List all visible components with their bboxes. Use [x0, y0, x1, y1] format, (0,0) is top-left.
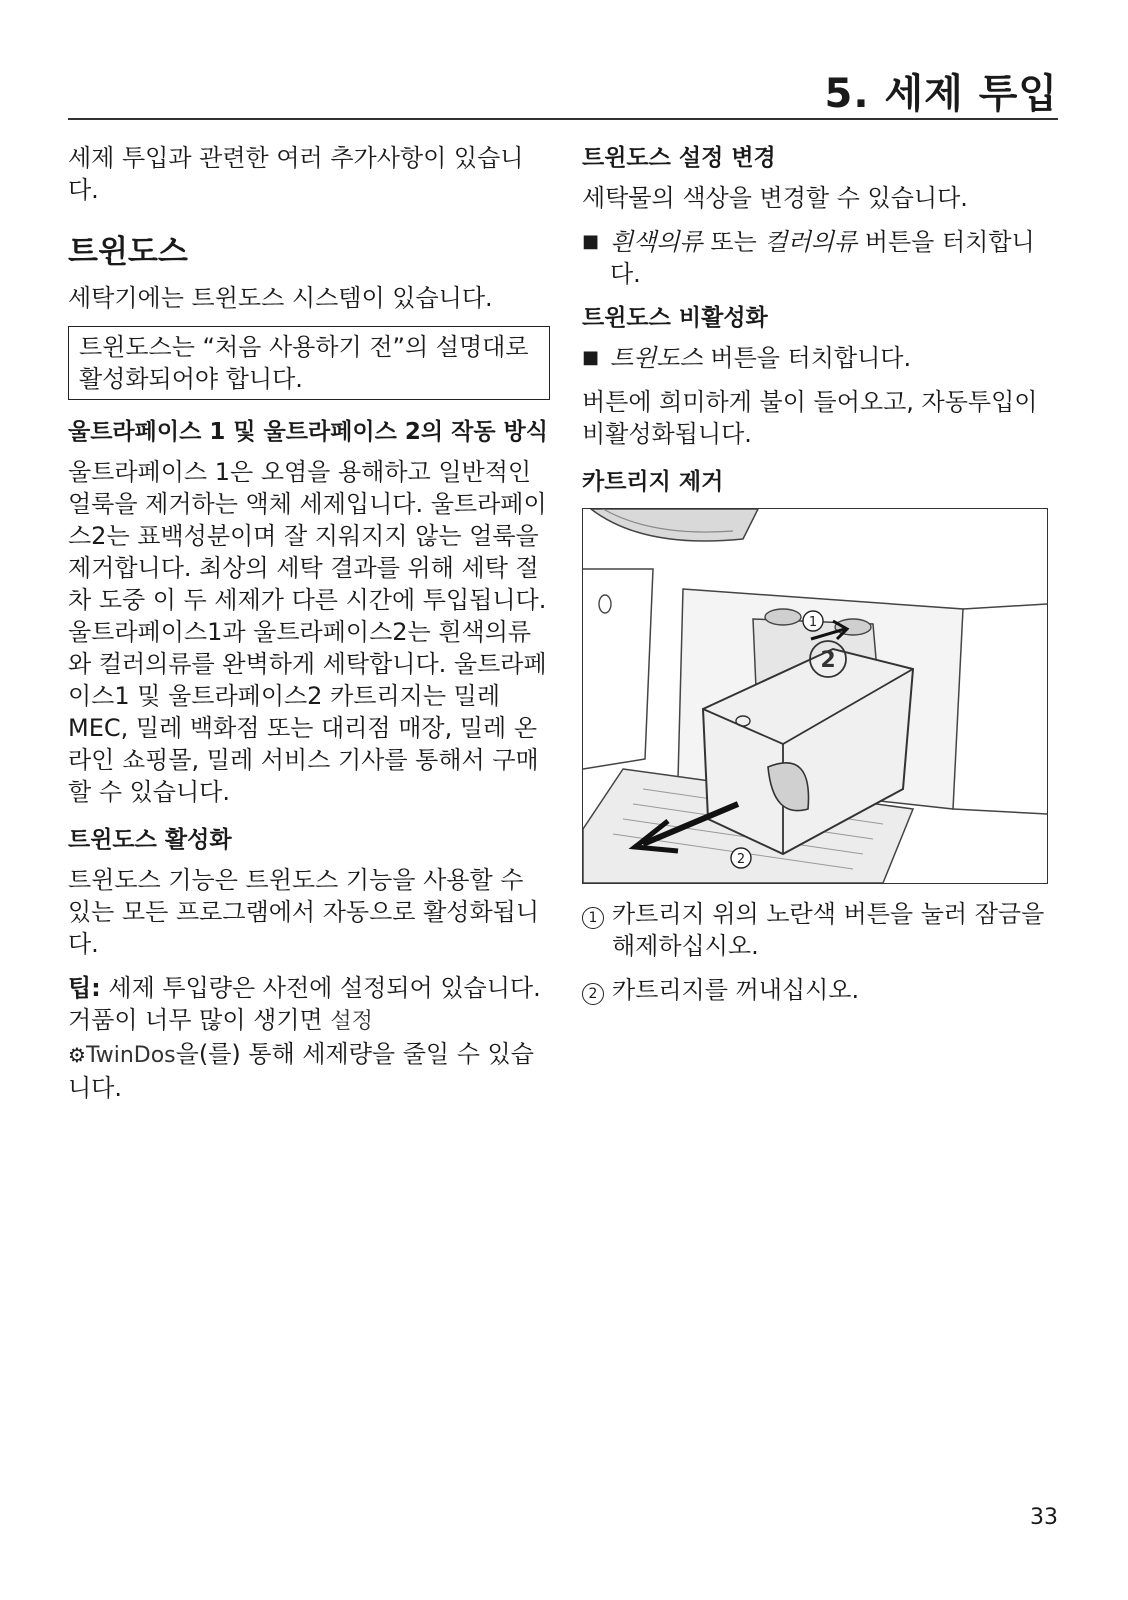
- deactivate-heading: 트윈도스 비활성화: [582, 305, 768, 331]
- deactivate-bullet-rest: 버튼을 터치합니다.: [702, 344, 912, 372]
- front-panel: [583, 569, 653, 769]
- note-text: 트윈도스는 “처음 사용하기 전”의 설명대로 활성화되어야 합니다.: [79, 333, 529, 393]
- remove-cartridge-heading: 카트리지 제거: [582, 469, 724, 495]
- note-box: [68, 326, 550, 400]
- cartridge-mark-text: 2: [820, 648, 836, 673]
- tip-paragraph: [68, 972, 550, 1104]
- menu-twindos-label: TwinDos: [85, 1043, 176, 1068]
- release-button: [765, 609, 801, 625]
- change-settings-heading: 트윈도스 설정 변경: [582, 145, 776, 171]
- release-button: [835, 619, 871, 635]
- step-text: 카트리지 위의 노란색 버튼을 눌러 잠금을 해제하십시오.: [612, 900, 1045, 960]
- step-text: 카트리지를 꺼내십시오.: [612, 976, 860, 1004]
- tip-text-a: 세제 투입량은 사전에 설정되어 있습니다. 거품이 너무 많이 생기면: [68, 974, 541, 1034]
- twindos-button-ref: 트윈도스: [610, 344, 703, 372]
- cartridge-illustration: [582, 508, 1048, 884]
- drum-edge: [591, 509, 758, 541]
- ultraphase-heading: 울트라페이스 1 및 울트라페이스 2의 작동 방식: [68, 419, 548, 445]
- page-title: 5. 세제 투입: [824, 71, 1058, 117]
- intro-paragraph: 세제 투입과 관련한 여러 추가사항이 있습니다.: [68, 144, 524, 204]
- deactivate-bullet-text: [610, 342, 1058, 374]
- tip-text-b: 을(를) 통해 세제량을 줄일 수 있습니다.: [68, 1040, 534, 1102]
- header-divider: [68, 118, 1058, 120]
- deactivate-bullet: [582, 342, 1058, 374]
- page-number: 33: [1030, 1505, 1058, 1530]
- change-settings-paragraph: 세탁물의 색상을 변경할 수 있습니다.: [582, 184, 968, 212]
- callout-1-label: 1: [808, 615, 818, 630]
- activate-paragraph: 트윈도스 기능은 트윈도스 기능을 사용할 수 있는 모든 프로그램에서 자동으로 활성화됩니다.: [68, 866, 540, 958]
- activate-heading: 트윈도스 활성화: [68, 827, 232, 853]
- change-bullet: [582, 226, 1058, 290]
- tip-label: 팁:: [68, 974, 101, 1002]
- square-bullet-icon: ■: [582, 231, 600, 252]
- callout-2-label: 2: [736, 852, 746, 867]
- step-item: [582, 898, 1058, 962]
- circled-number-icon: 2: [582, 983, 604, 1005]
- change-bullet-mid: 또는: [702, 228, 765, 256]
- gear-icon: ⚙: [68, 1043, 86, 1067]
- change-bullet-rest: 버튼을 터치합니다.: [610, 228, 1035, 288]
- twindos-heading: 트윈도스: [68, 234, 188, 270]
- cartridge-drawing: [583, 509, 1047, 883]
- left-column: [68, 142, 550, 1116]
- change-bullet-text: [610, 226, 1058, 290]
- color-laundry-button-ref: 컬러의류: [764, 228, 858, 256]
- twindos-paragraph: 세탁기에는 트윈도스 시스템이 있습니다.: [68, 284, 493, 312]
- deactivate-paragraph: 버튼에 희미하게 불이 들어오고, 자동투입이 비활성화됩니다.: [582, 388, 1038, 448]
- step-item: [582, 974, 1058, 1006]
- ultraphase-paragraph: 울트라페이스 1은 오염을 용해하고 일반적인 얼룩을 제거하는 액체 세제입니다. 울트라페이스2는 표백성분이며 잘 지워지지 않는 얼룩을 제거합니다. 최상의 세탁 결과를 위해 세탁 절차 도중 이 두 세제가 다른 시간에 투입됩니다. 울트라페이스1과 울트라페이스2는 흰색의류와 컬러의류를 완벽하게 세탁합니다. 울트라페이스1 및 울트라페이스2 카트리지는 밀레 MEC, 밀레 백화점 또는 대리점 매장, 밀레 온라인 쇼핑몰, 밀레 서비스 기사를 통해서 구매할 수 있습니다.: [68, 458, 547, 806]
- square-bullet-icon: ■: [582, 347, 600, 368]
- white-laundry-button-ref: 흰색의류: [610, 228, 703, 256]
- right-column: [582, 142, 1058, 1018]
- menu-setting-label: 설정: [330, 1009, 373, 1034]
- circled-number-icon: 1: [582, 907, 604, 929]
